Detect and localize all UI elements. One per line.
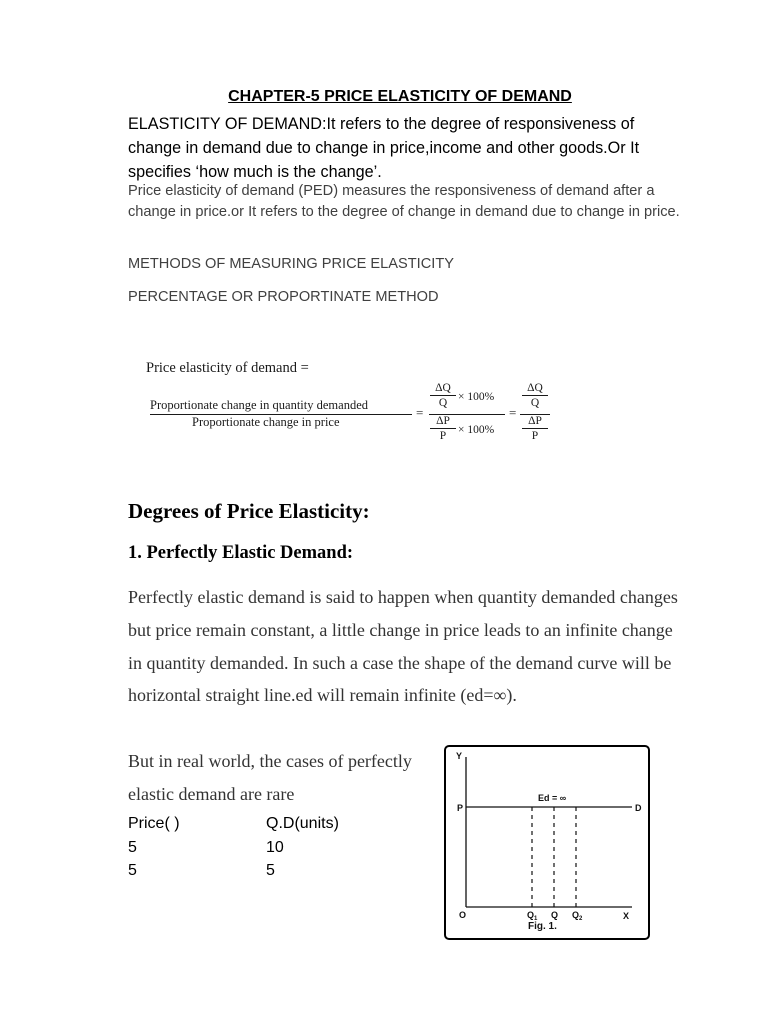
price-label: P: [457, 803, 464, 813]
perfectly-elastic-heading: 1. Perfectly Elastic Demand:: [128, 543, 354, 563]
table-header-price: Price( ): [128, 815, 180, 832]
formula-denominator: Proportionate change in price: [192, 415, 340, 429]
formula-right-p: P: [531, 430, 539, 442]
formula-q: Q: [438, 397, 448, 409]
table-row-1-qd: 10: [266, 839, 284, 856]
formula-delta-p: ΔP: [436, 415, 450, 427]
table-row-2-price: 5: [128, 862, 137, 879]
table-row-1-price: 5: [128, 839, 137, 856]
formula-equals: =: [416, 405, 424, 420]
formula-equals-2: =: [509, 405, 517, 420]
formula-numerator: Proportionate change in quantity demanded: [150, 398, 368, 412]
formula-right-top: [522, 382, 548, 409]
formula-right-delta-q: ΔQ: [527, 382, 543, 394]
method-name: PERCENTAGE OR PROPORTINATE METHOD: [128, 289, 439, 305]
formula-delta-q: ΔQ: [435, 382, 451, 394]
methods-heading: METHODS OF MEASURING PRICE ELASTICITY: [128, 256, 454, 272]
elasticity-definition: ELASTICITY OF DEMAND:It refers to the degree of responsiveness of change in demand due to change in price,income and other goods.Or It specifies ‘how much is the change’.: [128, 115, 640, 181]
chapter-title: CHAPTER-5 PRICE ELASTICITY OF DEMAND: [228, 88, 572, 105]
demand-curve-figure: [444, 745, 650, 940]
formula-dp-over-p: [430, 415, 456, 442]
formula-dq-over-q: [430, 382, 456, 409]
x-axis-label: X: [623, 911, 630, 921]
degrees-heading: Degrees of Price Elasticity:: [128, 499, 370, 523]
formula-heading: Price elasticity of demand =: [146, 360, 309, 376]
q2-label: $Q_2$: [572, 910, 583, 922]
real-world-text: But in real world, the cases of perfectly elastic demand are rare: [128, 751, 412, 804]
demand-label: D: [635, 803, 642, 813]
q1-label: $Q_1$: [527, 910, 538, 922]
formula-right-delta-p: ΔP: [528, 415, 542, 427]
y-axis-label: Y: [456, 751, 463, 761]
demand-curve-chart: [446, 747, 648, 938]
elasticity-label: Ed = ∞: [538, 793, 567, 803]
formula-times-100-bottom: × 100%: [458, 424, 495, 436]
formula-right-q: Q: [530, 397, 540, 409]
perfectly-elastic-text: Perfectly elastic demand is said to happen when quantity demanded changes but price remain constant, a little change in price leads to an infinite change in quantity demanded. In such a case the shape of the demand curve will be horizontal straight line.ed will remain infinite (ed=∞).: [128, 587, 678, 706]
q-label: Q: [551, 910, 559, 920]
formula-right-bottom: [522, 415, 548, 442]
table-header-qd: Q.D(units): [266, 815, 339, 832]
figure-caption: Fig. 1.: [528, 921, 557, 932]
formula-p: P: [439, 430, 447, 442]
table-row-2-qd: 5: [266, 862, 275, 879]
formula-times-100-top: × 100%: [458, 391, 495, 403]
ped-formula: [146, 360, 566, 450]
ped-definition: Price elasticity of demand (PED) measures the responsiveness of demand after a change in price.or It refers to the degree of change in demand due to change in price.: [128, 183, 680, 220]
origin-label: O: [459, 910, 467, 920]
